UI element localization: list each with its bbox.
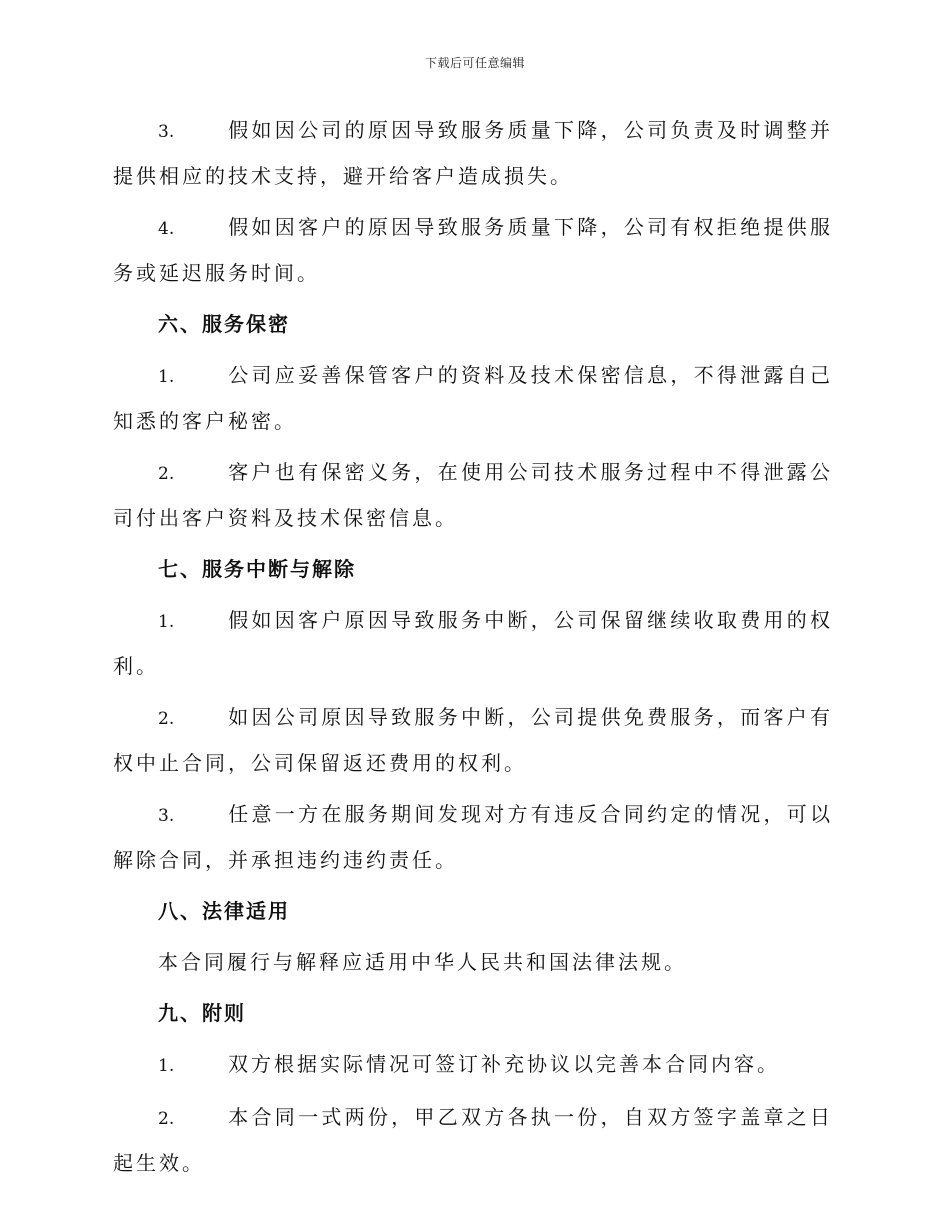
clause-7-1 bbox=[113, 598, 833, 688]
clause-text: 客户也有保密义务，在使用公司技术服务过程中不得泄露公司付出客户资料及技术保密信息。 bbox=[113, 460, 833, 530]
clause-number: 1. bbox=[158, 612, 175, 632]
clause-6-1 bbox=[113, 353, 833, 443]
clause-9-2 bbox=[113, 1095, 833, 1185]
clause-text: 假如因客户原因导致服务中断，公司保留继续收取费用的权利。 bbox=[113, 608, 833, 678]
clause-text: 假如因公司的原因导致服务质量下降，公司负责及时调整并提供相应的技术支持，避开给客户造成损失。 bbox=[113, 118, 833, 188]
clause-number: 1. bbox=[158, 1056, 175, 1076]
clause-text: 双方根据实际情况可签订补充协议以完善本合同内容。 bbox=[228, 1052, 780, 1076]
clause-number: 2. bbox=[158, 464, 175, 484]
clause-text: 任意一方在服务期间发现对方有违反合同约定的情况，可以解除合同，并承担违约违约责任。 bbox=[113, 802, 833, 872]
clause-number: 3. bbox=[158, 122, 175, 142]
clause-text: 公司应妥善保管客户的资料及技术保密信息，不得泄露自己知悉的客户秘密。 bbox=[113, 363, 833, 433]
clause-text: 如因公司原因导致服务中断，公司提供免费服务，而客户有权中止合同，公司保留返还费用的权利。 bbox=[113, 705, 833, 775]
clause-text: 本合同一式两份，甲乙双方各执一份，自双方签字盖章之日起生效。 bbox=[113, 1105, 833, 1175]
clause-8-text: 本合同履行与解释应适用中华人民共和国法律法规。 bbox=[158, 950, 687, 974]
clause-number: 2. bbox=[158, 709, 175, 729]
document-body bbox=[113, 108, 833, 1185]
section-heading-supplementary: 九、附则 bbox=[158, 1001, 246, 1025]
clause-7-3 bbox=[113, 792, 833, 882]
clause-number: 2. bbox=[158, 1109, 175, 1129]
clause-9-1 bbox=[113, 1042, 833, 1088]
clause-5-3 bbox=[113, 108, 833, 198]
page-header: 下载后可任意编辑 bbox=[424, 56, 525, 70]
clause-7-2 bbox=[113, 695, 833, 785]
clause-number: 4. bbox=[158, 219, 175, 239]
clause-5-4 bbox=[113, 205, 833, 295]
clause-number: 3. bbox=[158, 806, 175, 826]
section-heading-confidentiality: 六、服务保密 bbox=[158, 312, 290, 336]
clause-number: 1. bbox=[158, 367, 175, 387]
clause-text: 假如因客户的原因导致服务质量下降，公司有权拒绝提供服务或延迟服务时间。 bbox=[113, 215, 833, 285]
clause-6-2 bbox=[113, 450, 833, 540]
section-heading-applicable-law: 八、法律适用 bbox=[158, 899, 290, 923]
section-heading-termination: 七、服务中断与解除 bbox=[158, 557, 356, 581]
